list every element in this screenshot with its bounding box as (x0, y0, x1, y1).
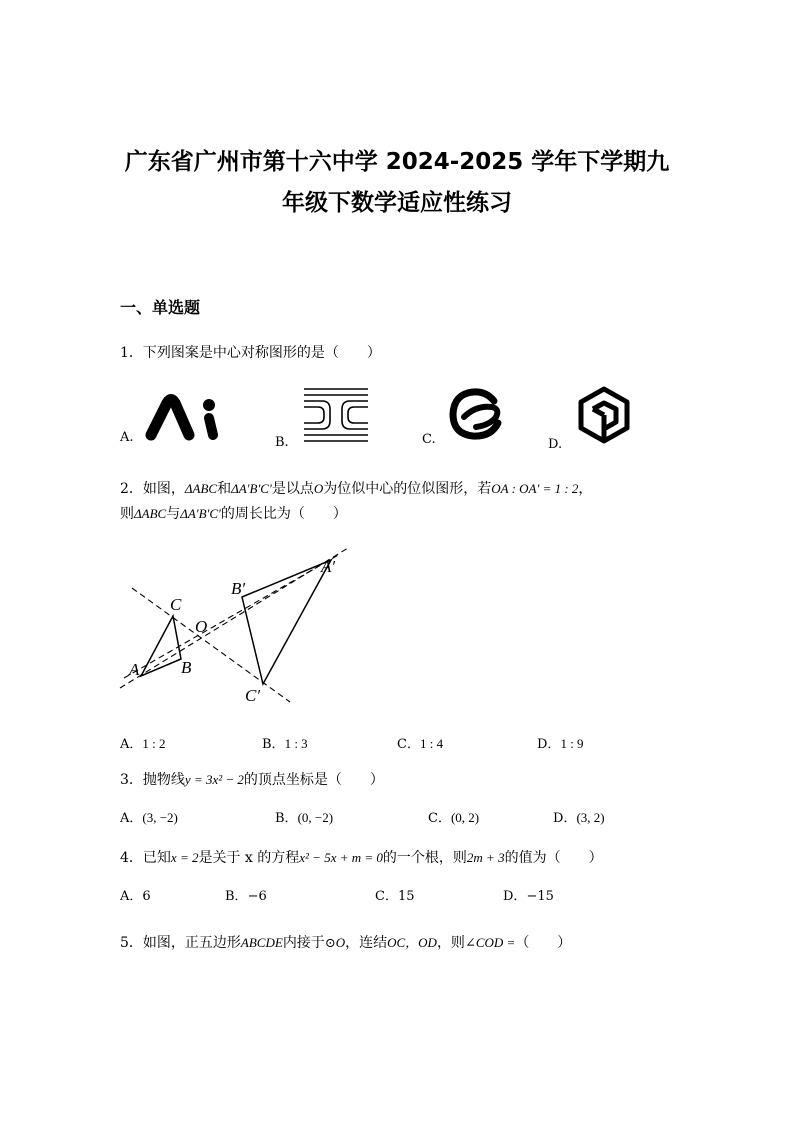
q4-stem-end: 的值为（ ） (504, 850, 603, 866)
page-title-line1: 广东省广州市第十六中学 2024-2025 学年下学期九 (124, 149, 670, 175)
q2-triangle-abc-2: ΔABC (134, 506, 167, 521)
q4-option-b: B．−6 (225, 889, 267, 904)
q5-stem-end: （ ） (515, 935, 572, 951)
question-2-line2 (120, 503, 347, 523)
q3-expression: y = 3x² − 2 (184, 772, 244, 787)
figure-dashed-lines (120, 548, 348, 702)
triangle-abc (141, 616, 181, 676)
q4-expression-x: x = 2 (170, 850, 199, 865)
question-3-stem (120, 769, 384, 789)
q4-equation: x² − 5x + m = 0 (299, 850, 383, 865)
q5-stem-start: 5．如图，正五边形 (120, 935, 241, 951)
q1-option-b-label: B. (275, 435, 289, 450)
q5-stem-mid: 内接于 (282, 935, 325, 951)
q2-line2-end: 的周长比为（ ） (220, 506, 347, 522)
q5-angle: ∠COD = (464, 935, 516, 950)
q5-segments: OC，OD (387, 935, 437, 950)
q2-triangle-abc: ΔABC (184, 481, 218, 496)
bridge-lines-icon (300, 385, 372, 445)
q4-option-d: D．−15 (503, 889, 554, 904)
label-a-prime: A′ (321, 557, 336, 576)
label-o: O (195, 617, 208, 636)
question-1-stem: 1．下列图案是中心对称图形的是（ ） (120, 345, 381, 361)
q5-stem-mid3: ，则 (436, 935, 465, 951)
homothety-figure (110, 540, 360, 710)
hexagon-cube-icon (576, 385, 632, 445)
question-2-line1 (120, 478, 592, 498)
q2-comma: ， (578, 481, 593, 497)
q2-triangle-abc-prime: ΔA′B′C′ (231, 481, 272, 496)
q3-option-d: D．(3, 2) (553, 810, 605, 826)
label-b-prime: B′ (231, 579, 246, 598)
q2-stem-text: 2．如图， (120, 481, 185, 497)
q2-point-o: O (313, 481, 324, 496)
q4-stem-mid2: 的一个根，则 (382, 850, 467, 866)
ai-logo-icon (145, 393, 225, 441)
label-c-prime: C′ (245, 686, 261, 705)
q2-ratio-expression: OA : OA′ = 1 : 2 (491, 481, 579, 496)
q3-option-c: C．(0, 2) (428, 810, 480, 826)
label-a: A (129, 660, 140, 679)
q1-option-d-label: D. (548, 437, 563, 452)
q2-with-text: 与 (166, 506, 181, 522)
q5-pentagon: ABCDE (240, 935, 283, 950)
page-title-line2: 年级下数学适应性练习 (282, 190, 512, 216)
q3-stem-end: 的顶点坐标是（ ） (243, 772, 384, 788)
label-b: B (181, 658, 192, 677)
question-5-stem (120, 932, 571, 952)
q4-stem-mid: 是关于 x 的方程 (198, 850, 300, 866)
q2-mid-text: 是以点 (271, 481, 314, 497)
q4-option-c: C．15 (375, 889, 415, 904)
q4-expression-2m3: 2m + 3 (466, 850, 505, 865)
section-heading: 一、单选题 (120, 298, 201, 317)
q1-option-a-label: A. (120, 430, 134, 445)
q2-option-b: B．1 : 3 (262, 736, 308, 752)
q2-mid2-text: 为位似中心的位似图形，若 (323, 481, 492, 497)
q2-and-text: 和 (217, 481, 232, 497)
q4-option-a: A．6 (120, 889, 151, 904)
q3-option-b: B．(0, −2) (275, 810, 334, 826)
q4-stem-start: 4．已知 (120, 850, 171, 866)
q2-triangle-abc-prime-2: ΔA′B′C′ (180, 506, 221, 521)
question-4-stem (120, 847, 603, 867)
label-c: C (170, 595, 182, 614)
q5-circle-o: ⊙O (324, 935, 346, 950)
q2-option-d: D．1 : 9 (537, 736, 584, 752)
q2-option-c: C．1 : 4 (397, 736, 444, 752)
q2-line2-start: 则 (120, 506, 134, 522)
q5-stem-mid2: ，连结 (345, 935, 388, 951)
ring-logo-icon (446, 387, 506, 443)
triangle-a1b1c1 (242, 560, 331, 684)
q2-option-a: A．1 : 2 (120, 736, 166, 752)
q1-option-c-label: C. (422, 432, 436, 447)
q3-option-a: A．(3, −2) (120, 810, 178, 826)
q3-stem-start: 3．抛物线 (120, 772, 185, 788)
